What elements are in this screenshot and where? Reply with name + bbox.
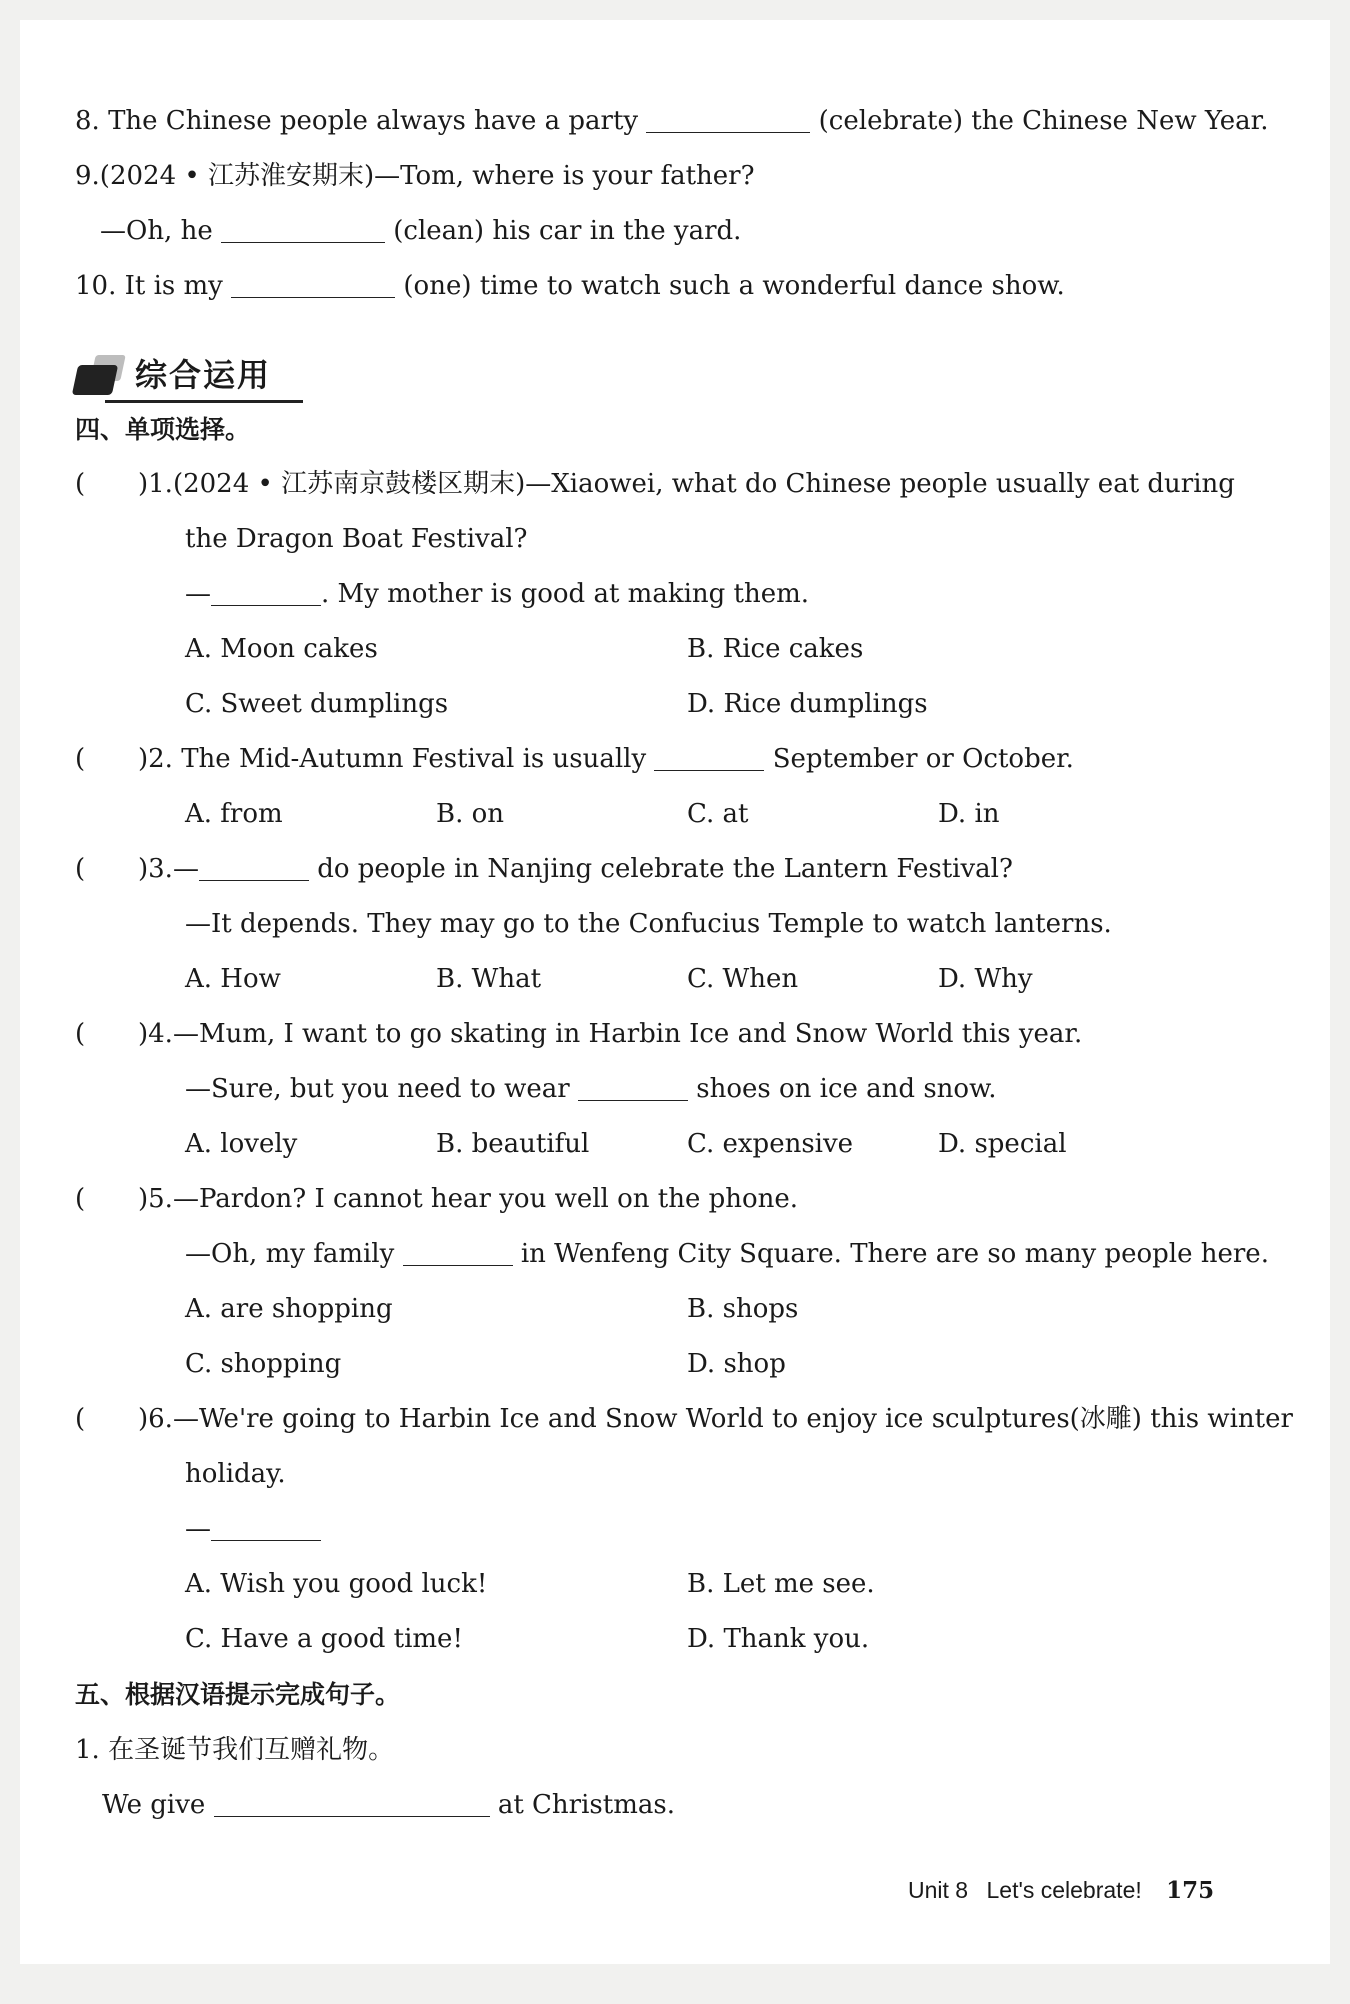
option-b[interactable]: B. beautiful	[436, 1129, 590, 1159]
option-a[interactable]: A. Wish you good luck!	[185, 1569, 488, 1599]
banner-block-icon	[72, 365, 118, 395]
option-c[interactable]: C. shopping	[185, 1349, 342, 1379]
answer-blank[interactable]	[403, 1239, 513, 1266]
answer-blank[interactable]	[231, 271, 395, 298]
option-a[interactable]: A. are shopping	[185, 1294, 393, 1324]
option-a[interactable]: A. lovely	[185, 1129, 298, 1159]
mc-question-5-line2: —Oh, my family in Wenfeng City Square. There are so many people here.	[185, 1239, 1269, 1269]
option-d[interactable]: D. Thank you.	[687, 1624, 870, 1654]
question-8: 8. The Chinese people always have a party (celebrate) the Chinese New Year.	[75, 106, 1269, 136]
option-a[interactable]: A. from	[185, 799, 283, 829]
answer-paren[interactable]: (	[75, 1404, 86, 1434]
option-d[interactable]: D. special	[938, 1129, 1067, 1159]
option-d[interactable]: D. Why	[938, 964, 1033, 994]
answer-blank[interactable]	[654, 744, 764, 771]
footer-title: Let's celebrate!	[986, 1877, 1142, 1903]
mc-question-6: )6.—We're going to Harbin Ice and Snow World to enjoy ice sculptures(冰雕) this winter	[138, 1404, 1293, 1434]
option-b[interactable]: B. on	[436, 799, 505, 829]
worksheet-page	[20, 20, 1330, 1964]
answer-blank[interactable]	[646, 106, 810, 133]
answer-blank[interactable]	[199, 854, 309, 881]
answer-paren[interactable]: (	[75, 1019, 86, 1049]
mc-question-3: )3.— do people in Nanjing celebrate the Lantern Festival?	[138, 854, 1013, 884]
mc-question-3-line2: —It depends. They may go to the Confucius Temple to watch lanterns.	[185, 909, 1112, 939]
question-10: 10. It is my (one) time to watch such a wonderful dance show.	[75, 271, 1065, 301]
option-a[interactable]: A. Moon cakes	[185, 634, 378, 664]
section-4-heading: 四、单项选择。	[75, 415, 251, 444]
page-footer	[908, 1875, 1214, 1906]
answer-paren[interactable]: (	[75, 744, 86, 774]
mc-question-1-line2: the Dragon Boat Festival?	[185, 524, 528, 554]
mc-question-1: )1.(2024 • 江苏南京鼓楼区期末)—Xiaowei, what do Chinese people usually eat during	[138, 469, 1235, 499]
answer-blank[interactable]	[211, 579, 321, 606]
answer-blank[interactable]	[578, 1074, 688, 1101]
mc-question-4-line2: —Sure, but you need to wear shoes on ice and snow.	[185, 1074, 997, 1104]
answer-blank[interactable]	[214, 1790, 490, 1817]
question-9-answer: —Oh, he (clean) his car in the yard.	[100, 216, 742, 246]
mc-question-2: )2. The Mid-Autumn Festival is usually September or October.	[138, 744, 1074, 774]
option-c[interactable]: C. Have a good time!	[185, 1624, 463, 1654]
answer-paren[interactable]: (	[75, 1184, 86, 1214]
mc-question-5: )5.—Pardon? I cannot hear you well on the phone.	[138, 1184, 799, 1214]
option-d[interactable]: D. in	[938, 799, 1000, 829]
mc-question-6-line2: holiday.	[185, 1459, 286, 1489]
option-b[interactable]: B. shops	[687, 1294, 799, 1324]
mc-question-6-answer: —	[185, 1512, 321, 1546]
option-c[interactable]: C. Sweet dumplings	[185, 689, 449, 719]
mc-question-1-answer: — . My mother is good at making them.	[185, 579, 810, 609]
translation-question-1-answer: We give at Christmas.	[102, 1790, 675, 1820]
answer-blank[interactable]	[221, 216, 385, 243]
answer-paren[interactable]: (	[75, 469, 86, 499]
option-b[interactable]: B. What	[436, 964, 542, 994]
option-c[interactable]: C. at	[687, 799, 749, 829]
option-d[interactable]: D. Rice dumplings	[687, 689, 928, 719]
banner-title: 综合运用	[135, 356, 272, 394]
mc-question-4: )4.—Mum, I want to go skating in Harbin Ice and Snow World this year.	[138, 1019, 1083, 1049]
answer-blank[interactable]	[211, 1514, 321, 1541]
option-a[interactable]: A. How	[185, 964, 281, 994]
option-b[interactable]: B. Rice cakes	[687, 634, 864, 664]
translation-question-1: 1. 在圣诞节我们互赠礼物。	[75, 1735, 395, 1765]
option-c[interactable]: C. expensive	[687, 1129, 854, 1159]
option-c[interactable]: C. When	[687, 964, 799, 994]
question-9: 9.(2024 • 江苏淮安期末)—Tom, where is your father?	[75, 161, 755, 191]
section-5-heading: 五、根据汉语提示完成句子。	[75, 1680, 401, 1709]
page-number: 175	[1166, 1877, 1215, 1904]
option-b[interactable]: B. Let me see.	[687, 1569, 875, 1599]
section-banner	[75, 345, 305, 407]
answer-paren[interactable]: (	[75, 854, 86, 884]
option-d[interactable]: D. shop	[687, 1349, 786, 1379]
footer-unit: Unit 8	[908, 1877, 969, 1903]
banner-underline	[105, 400, 303, 403]
